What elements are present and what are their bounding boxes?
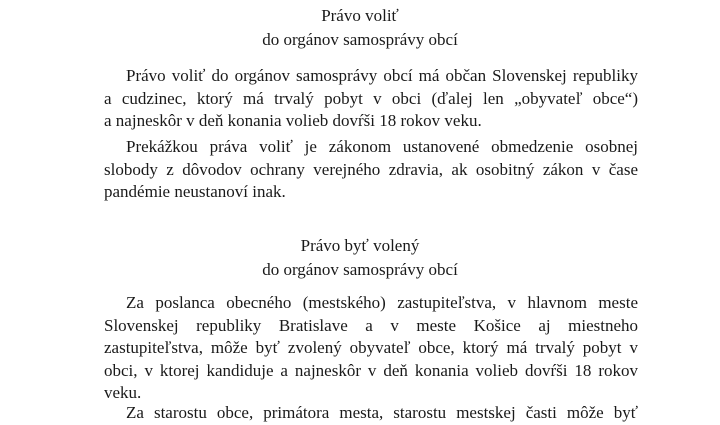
text-line: a najneskôr v deň konania volieb dovŕši 18 rokov veku. xyxy=(104,111,482,130)
text-line: slobody z dôvodov ochrany verejného zdravia, ak osobitný zákon v čase xyxy=(104,159,638,179)
text-line: Za poslanca obecného (mestského) zastupiteľstva, v hlavnom meste xyxy=(126,293,638,312)
section-1-paragraph-1 xyxy=(82,65,638,133)
text-line: veku. xyxy=(104,383,142,402)
text-line: Prekážkou práva voliť je zákonom ustanovené obmedzenie osobnej xyxy=(126,137,638,156)
text-line: Slovenskej republiky Bratislave a v meste Košice aj miestneho xyxy=(104,315,638,335)
section-2-title-line-1: Právo byť volený xyxy=(300,236,420,255)
text-line: zastupiteľstva, môže byť zvolený obyvateľ obce, ktorý má trvalý pobyt v xyxy=(104,338,638,357)
text-line: pandémie neustanoví inak. xyxy=(104,182,286,201)
text-line: Právo voliť do orgánov samosprávy obcí má občan Slovenskej republiky xyxy=(126,66,638,85)
text-line: Za starostu obce, primátora mesta, starostu mestskej časti môže byť xyxy=(126,403,638,422)
section-1-title-line-2: do orgánov samosprávy obcí xyxy=(262,30,458,49)
section-1-title-line-1: Právo voliť xyxy=(321,6,399,25)
section-2-paragraph-2 xyxy=(82,402,638,425)
section-1-paragraph-2 xyxy=(82,136,638,204)
section-2-title-line-2: do orgánov samosprávy obcí xyxy=(262,260,458,279)
text-line: obci, v ktorej kandiduje a najneskôr v deň konania volieb dovŕši 18 rokov xyxy=(104,360,638,380)
section-2-paragraph-1 xyxy=(82,292,638,405)
text-line: a cudzinec, ktorý má trvalý pobyt v obci (ďalej len „obyvateľ obce“) xyxy=(104,88,638,108)
